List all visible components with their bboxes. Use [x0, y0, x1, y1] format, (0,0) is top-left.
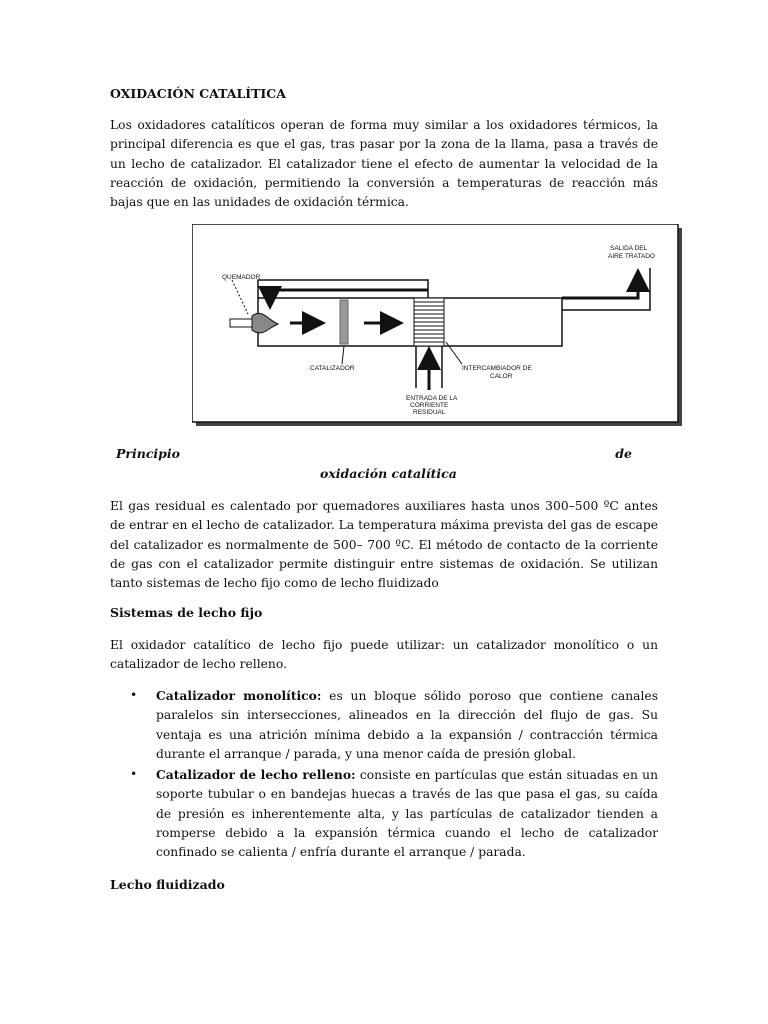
heat-exchanger — [414, 298, 444, 346]
list-item-text: es un bloque sólido poroso que contiene canales paralelos sin intersecciones, alineados en la dirección del flujo de gas. Su ventaja es una atrición mínima debido a la expansión / contracción térmica durante el arranque / parada, y una menor caída de presión global. — [156, 689, 658, 761]
bullet-icon: • — [130, 767, 138, 782]
list-item — [110, 686, 658, 764]
label-salida-1: SALIDA DEL — [610, 245, 648, 252]
caption-word-principio: Principio — [116, 446, 181, 461]
paragraph-lecho-fijo: El oxidador catalítico de lecho fijo puede utilizar: un catalizador monolítico o un catalizador de lecho relleno. — [110, 638, 658, 672]
label-entrada-3: RESIDUAL — [413, 409, 446, 416]
list-item — [110, 765, 658, 862]
label-intercambiador-2: CALOR — [490, 373, 513, 380]
intro-paragraph: Los oxidadores catalíticos operan de forma muy similar a los oxidadores térmicos, la principal diferencia es que el gas, tras pasar por la zona de la llama, pasa a través de un lecho de catalizador. El catalizador tiene el efecto de aumentar la velocidad de la reacción de oxidación, permitiendo la conversión a temperaturas de reacción más bajas que en las unidades de oxidación térmica. — [110, 118, 658, 210]
label-entrada-2: CORRIENTE — [410, 402, 449, 409]
label-intercambiador-1: INTERCAMBIADOR DE — [462, 365, 532, 372]
heading-lecho-fluidizado: Lecho fluidizado — [110, 877, 225, 892]
catalyst-type-list — [110, 686, 658, 864]
catalytic-oxidation-diagram — [192, 224, 684, 428]
list-item-term: Catalizador monolítico: — [156, 688, 322, 703]
burner-pipe — [230, 319, 252, 327]
bullet-icon: • — [130, 688, 138, 702]
document-title: OXIDACIÓN CATALÍTICA — [110, 86, 286, 101]
list-item-term: Catalizador de lecho relleno: — [156, 767, 356, 783]
label-salida-2: AIRE TRATADO — [608, 253, 655, 260]
caption-word-de: de — [615, 446, 632, 461]
heading-lecho-fijo: Sistemas de lecho fijo — [110, 605, 263, 620]
label-entrada-1: ENTRADA DE LA — [406, 395, 458, 402]
catalyst-bed — [340, 300, 348, 344]
figure-caption-line2: oxidación catalítica — [320, 466, 457, 481]
label-catalizador: CATALIZADOR — [310, 365, 355, 372]
label-quemador: QUEMADOR — [222, 274, 261, 281]
paragraph-gas-residual: El gas residual es calentado por quemadores auxiliares hasta unos 300–500 ºC antes de entrar en el lecho de catalizador. La temperatura máxima prevista del gas de escape del catalizador es normalmente de 500– 700 ºC. El método de contacto de la corriente de gas con el catalizador permite distinguir entre sistemas de oxidación. Se utilizan tanto sistemas de lecho fijo como de lecho fluidizado — [110, 499, 658, 591]
list-item-text: consiste en partículas que están situadas en un soporte tubular o en bandejas huecas a través de las que pasa el gas, su caída de presión es inherentemente alta, y las partículas de catalizador tienden a romperse debido a la expansión térmica cuando el lecho de catalizador confinado se calienta / enfría durante el arranque / parada. — [156, 768, 659, 860]
